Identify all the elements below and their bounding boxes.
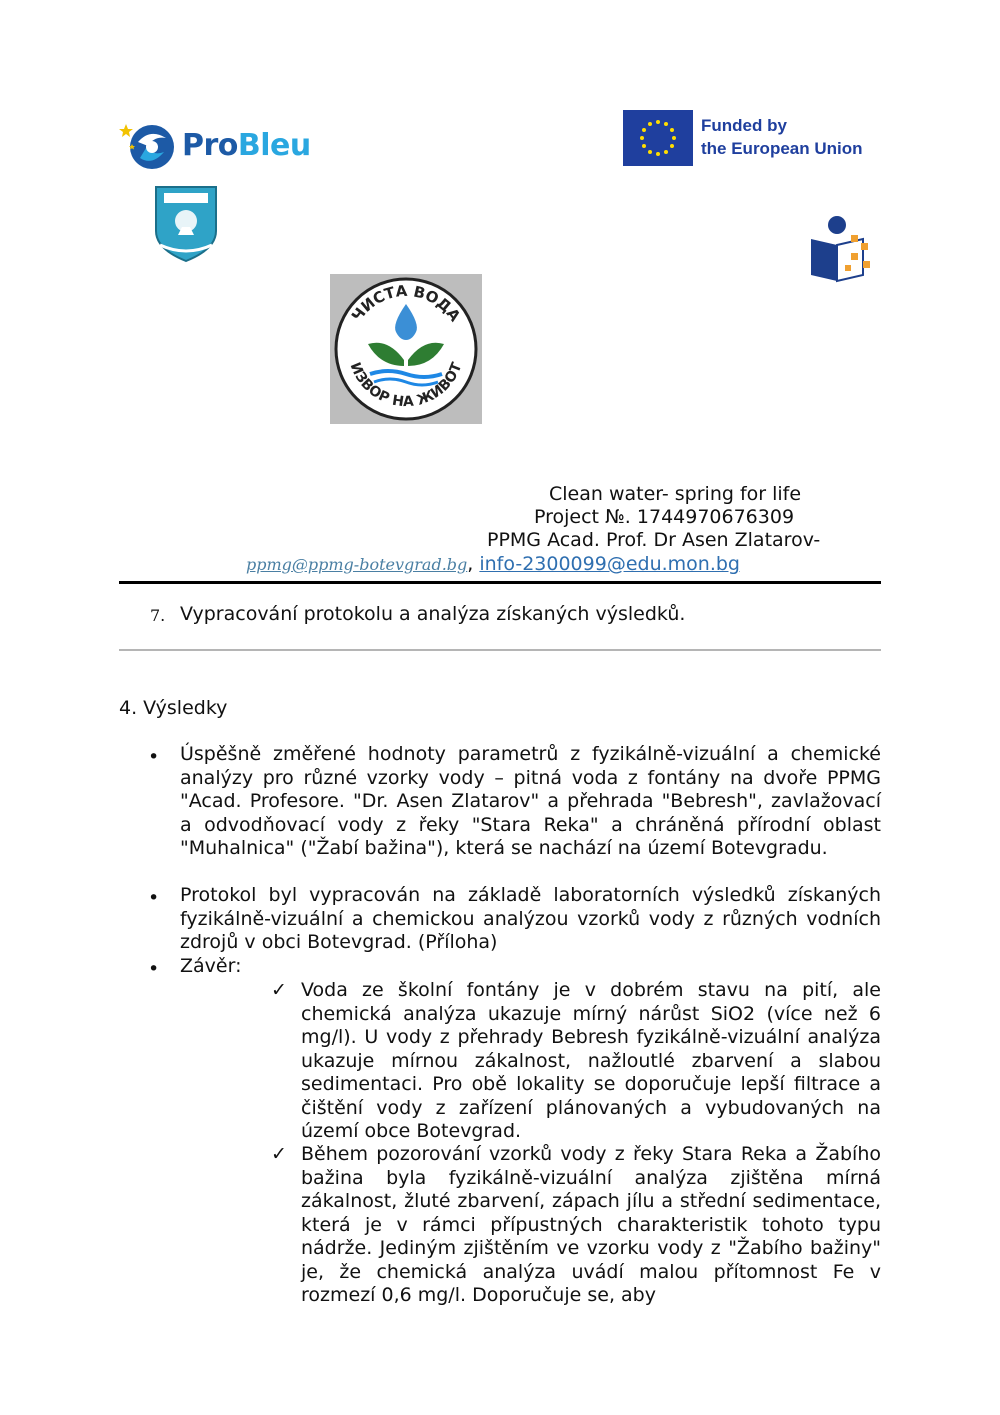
header-divider: [119, 581, 881, 584]
probleu-wordmark: ProBleu: [182, 128, 311, 163]
section-divider: [119, 649, 881, 651]
project-number: Project №. 1744970676309: [534, 506, 795, 528]
school-crest-logo: [150, 183, 222, 263]
eu-funding-text: Funded by the European Union: [701, 116, 863, 158]
bullet-icon: •: [148, 958, 160, 980]
checkmark-icon: ✓: [271, 979, 287, 1001]
bullet-icon: •: [148, 887, 160, 909]
result-item-2: Protokol byl vypracován na základě laboratorních výsledků získaných fyzikálně-vizuální a chemickou analýzou vzorků vody z různých vodních zdrojů v obci Botevgrad. (Příloha): [180, 884, 881, 953]
education-book-logo: [807, 213, 877, 283]
conclusion-item-1: Voda ze školní fontány je v dobrém stavu na pití, ale chemická analýza ukazuje mírný nárůst SiO2 (více než 6 mg/l). U vody z přehrady Bebresh fyzikálně-vizuální analýza ukazuje mírnou zákalnost, nažloutlé zbarvení a slabou sedimentaci. Pro obě lokality se doporučuje lepší filtrace a čištění vody z zařízení plánovaných a vybudovaných na území obce Botevgrad.: [301, 979, 881, 1142]
emblem-top-text: ЧИСТА ВОДА: [348, 281, 465, 325]
bullet-icon: •: [148, 746, 160, 768]
conclusion-item-2: Během pozorování vzorků vody z řeky Stara Reka a Žabího bažina byla fyzikálně-vizuální analýza zjištěna mírná zákalnost, žluté zbarvení, zápach jílu a střední sedimentace, která je v rámci přípustných charakteristik tohoto typu nádrže. Jediným zjištěním ve vzorku vody z "Žabího bažiny" je, že chemická analýza uvádí malou přítomnost Fe v rozmezí 0,6 mg/l. Doporučuje se, aby: [301, 1143, 881, 1306]
email-link-mon[interactable]: info-2300099@edu.mon.bg: [479, 553, 740, 575]
probleu-logo: [118, 118, 318, 174]
email-link-ppmg[interactable]: ppmg@ppmg-botevgrad.bg: [246, 555, 468, 574]
project-title: Clean water- spring for life: [549, 483, 802, 505]
contact-emails: ppmg@ppmg-botevgrad.bg, info-2300099@edu.mon.bg: [246, 553, 740, 575]
checkmark-icon: ✓: [271, 1143, 287, 1165]
step-number: 7.: [150, 606, 166, 625]
step-text: Vypracování protokolu a analýza získaných výsledků.: [180, 603, 686, 625]
eu-funding-logo: [623, 110, 863, 168]
probleu-swirl-icon: [118, 118, 180, 174]
emblem-bottom-text: ИЗВОР НА ЖИВОТ: [346, 360, 466, 411]
clean-water-emblem: [330, 274, 482, 424]
school-name: PPMG Acad. Prof. Dr Asen Zlatarov-: [487, 529, 821, 551]
results-heading: 4. Výsledky: [119, 697, 228, 719]
result-item-conclusion: Závěr:: [180, 955, 242, 977]
result-item-1: Úspěšně změřené hodnoty parametrů z fyzikálně-vizuální a chemické analýzy pro různé vzorky vody – pitná voda z fontány na dvoře PPMG "Acad. Profesore. "Dr. Asen Zlatarov" a přehrada "Bebresh", zavlažovací a odvodňovací vody z řeky "Stara Reka" a chráněná přírodní oblast "Muhalnica" ("Žabí bažina"), která se nachází na území Botevgradu.: [180, 743, 881, 859]
eu-flag-icon: [623, 110, 693, 166]
